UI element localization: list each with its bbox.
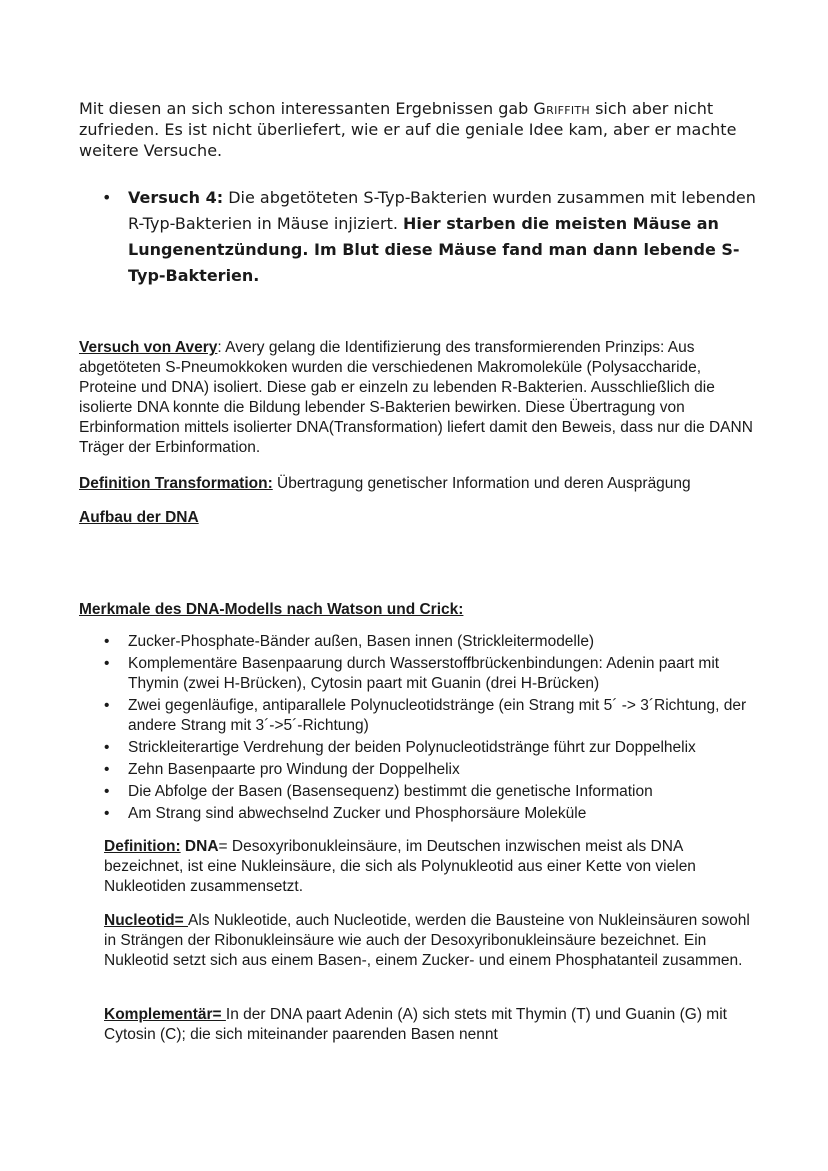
avery-label: Versuch von Avery xyxy=(79,339,218,356)
bullet-icon: • xyxy=(102,188,112,207)
definition-transformation xyxy=(79,474,779,494)
versuch4-bold: Hier starben die meisten Mäuse an Lungenentzündung. Im Blut diese Mäuse fand man dann lebende S-Typ-Bakterien. xyxy=(128,214,740,285)
definition-dna-label: Definition: xyxy=(104,838,181,855)
intro-text-before: Mit diesen an sich schon interessanten Ergebnissen gab xyxy=(79,99,534,118)
avery-text: : Avery gelang die Identifizierung des transformierenden Prinzips: Aus abgetöteten S-Pneumokkoken wurden die verschiedenen Makromoleküle (Polysaccharide, Proteine und DNA) isoliert. Diese gab er einzeln zu lebenden R-Bakterien. Ausschließlich die isolierte DNA konnte die Bildung lebender S-Bakterien bewirken. Diese Übertragung von Erbinformation mittels isolierter DNA(Transformation) liefert damit den Beweis, dass nur die DANN Träger der Erbinformation. xyxy=(79,339,753,456)
merkmale-list xyxy=(104,632,764,826)
list-item xyxy=(104,654,764,694)
list-item-text: Zucker-Phosphate-Bänder außen, Basen innen (Strickleitermodelle) xyxy=(128,633,595,650)
definition-komplementaer xyxy=(104,1005,754,1045)
list-item-text: Zehn Basenpaarte pro Windung der Doppelhelix xyxy=(128,761,460,778)
list-item xyxy=(104,804,764,824)
merkmale-heading xyxy=(79,600,463,620)
definition-transformation-text: Übertragung genetischer Information und deren Ausprägung xyxy=(272,475,691,492)
definition-dna-text: = Desoxyribonukleinsäure, im Deutschen inzwischen meist als DNA bezeichnet, ist eine Nukleinsäure, die sich als Polynukleotid aus einer Kette von vielen Nukleotiden zusammensetzt. xyxy=(104,838,696,895)
list-item xyxy=(104,696,764,736)
nucleotid-label: Nucleotid= xyxy=(104,912,188,929)
bullet-icon: • xyxy=(104,633,110,650)
nucleotid-text: Als Nukleotide, auch Nucleotide, werden die Bausteine von Nukleinsäuren sowohl in Strängen der Ribonukleinsäure wie auch der Desoxyribonukleinsäure bezeichnet. Ein Nukleotid setzt sich aus einem Basen-, einem Zucker- und einem Phosphatanteil zusammen. xyxy=(104,912,750,969)
list-item-text: Am Strang sind abwechselnd Zucker und Phosphorsäure Moleküle xyxy=(128,805,587,822)
list-item-text: Die Abfolge der Basen (Basensequenz) bestimmt die genetische Information xyxy=(128,783,653,800)
bullet-icon: • xyxy=(104,805,110,822)
bullet-icon: • xyxy=(104,783,110,800)
avery-paragraph xyxy=(79,338,759,458)
aufbau-heading xyxy=(79,508,199,528)
bullet-icon: • xyxy=(104,739,110,756)
komplementaer-label: Komplementär= xyxy=(104,1006,226,1023)
versuch4-text xyxy=(128,185,758,289)
definition-transformation-label: Definition Transformation: xyxy=(79,475,273,492)
list-item-text: Komplementäre Basenpaarung durch Wasserstoffbrückenbindungen: Adenin paart mit Thymin (zwei H-Brücken), Cytosin paart mit Guanin (drei H-Brücken) xyxy=(128,655,720,692)
griffith-name: Griffith xyxy=(533,99,590,118)
list-item-text: Zwei gegenläufige, antiparallele Polynucleotidstränge (ein Strang mit 5´ -> 3´Richtung, der andere Strang mit 3´->5´-Richtung) xyxy=(128,697,747,734)
versuch4-plain: Die abgetöteten S-Typ-Bakterien wurden zusammen mit lebenden R-Typ-Bakterien in Mäuse injiziert. xyxy=(128,188,756,233)
bullet-icon: • xyxy=(104,697,110,714)
list-item xyxy=(104,632,764,652)
list-item xyxy=(104,782,764,802)
definition-dna xyxy=(104,837,754,897)
bullet-icon: • xyxy=(104,655,110,672)
list-item xyxy=(104,738,764,758)
merkmale-heading-text: Merkmale des DNA-Modells nach Watson und Crick: xyxy=(79,601,464,618)
aufbau-heading-text: Aufbau der DNA xyxy=(79,509,199,526)
list-item-text: Strickleiterartige Verdrehung der beiden Polynucleotidstränge führt zur Doppelhelix xyxy=(128,739,696,756)
intro-paragraph xyxy=(79,98,779,161)
versuch4-label: Versuch 4: xyxy=(128,188,224,207)
list-item xyxy=(104,760,764,780)
definition-dna-term: DNA xyxy=(180,838,219,855)
bullet-icon: • xyxy=(104,761,110,778)
intro-text-after: sich aber nicht zufrieden. Es ist nicht überliefert, wie er auf die geniale Idee kam, aber er machte weitere Versuche. xyxy=(79,99,737,160)
definition-nucleotid xyxy=(104,911,754,971)
komplementaer-text: In der DNA paart Adenin (A) sich stets mit Thymin (T) und Guanin (G) mit Cytosin (C); die sich miteinander paarenden Basen nennt xyxy=(104,1006,727,1043)
